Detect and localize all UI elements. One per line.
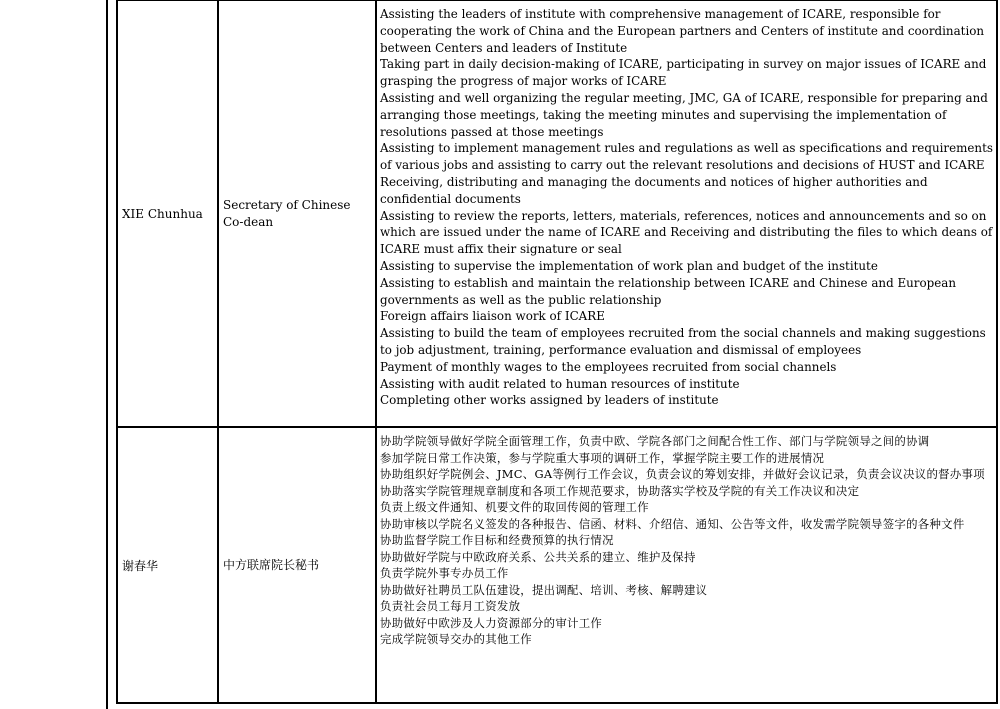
- left-margin-rule: [106, 0, 108, 709]
- duty-item: Assisting and well organizing the regular meeting, JMC, GA of ICARE, responsible for preparing and arranging those meetings, taking the meeting minutes and supervising the implementation of resolutions passed at those meetings: [380, 90, 988, 139]
- duty-item: 参加学院日常工作决策，参与学院重大事项的调研工作，掌握学院主要工作的进展情况: [380, 450, 825, 465]
- duty-item: Assisting with audit related to human resources of institute: [380, 376, 740, 391]
- duty-item: Assisting to supervise the implementation of work plan and budget of the institute: [380, 258, 878, 273]
- duty-item: Assisting to review the reports, letters, materials, references, notices and announcements and so on which are issued under the name of ICARE and Receiving and distributing the files to which deans of ICARE must affix their signature or seal: [380, 208, 993, 257]
- duty-item: 负责社会员工每月工资发放: [380, 599, 521, 613]
- table-row-chinese: [117, 427, 997, 703]
- staff-duties-table: [116, 0, 998, 704]
- duty-item: Assisting to implement management rules and regulations as well as specifications and requirements of various jobs and assisting to carry out the relevant resolutions and decisions of HUST and ICARE: [380, 141, 993, 173]
- staff-position: 中方联席院长秘书: [223, 557, 320, 572]
- staff-position: Secretary of Chinese Co-dean: [223, 197, 351, 229]
- duty-item: 协助审核以学院名义签发的各种报告、信函、材料、介绍信、通知、公告等文件，收发需学院领导签字的各种文件: [380, 516, 965, 531]
- staff-position-cell: [218, 0, 376, 427]
- duty-item: 协助监督学院工作目标和经费预算的执行情况: [380, 533, 614, 547]
- duty-item: Receiving, distributing and managing the documents and notices of higher authorities and confidential documents: [380, 174, 928, 206]
- duty-item: 协助做好社聘员工队伍建设，提出调配、培训、考核、解聘建议: [380, 582, 708, 597]
- staff-position-cell: [218, 427, 376, 703]
- staff-name: 谢春华: [122, 558, 159, 573]
- duty-item: Foreign affairs liaison work of ICARE: [380, 309, 605, 324]
- duty-item: 协助组织好学院例会、JMC、GA等例行工作会议，负责会议的筹划安排，并做好会议记录，负责会议决议的督办事项: [380, 467, 985, 481]
- duty-item: 协助做好中欧涉及人力资源部分的审计工作: [380, 615, 603, 630]
- duty-item: Payment of monthly wages to the employees recruited from social channels: [380, 359, 837, 374]
- duty-item: 完成学院领导交办的其他工作: [380, 632, 532, 646]
- duty-item: Taking part in daily decision-making of ICARE, participating in survey on major issues of ICARE and grasping the progress of major works of ICARE: [380, 57, 987, 89]
- staff-duties-cell: [376, 427, 997, 703]
- duty-item: Assisting to build the team of employees recruited from the social channels and making suggestions to job adjustment, training, performance evaluation and dismissal of employees: [380, 326, 986, 357]
- staff-duties-cell: [376, 0, 997, 427]
- staff-name-cell: [117, 0, 218, 427]
- duty-item: 协助学院领导做好学院全面管理工作，负责中欧、学院各部门之间配合性工作、部门与学院领导之间的协调: [380, 434, 930, 448]
- duty-item: 负责上级文件通知、机要文件的取回传阅的管理工作: [380, 500, 649, 514]
- duty-item: Assisting to establish and maintain the relationship between ICARE and Chinese and European governments as well as the public relationship: [380, 275, 957, 307]
- duty-item: 负责学院外事专办员工作: [380, 566, 509, 580]
- duty-item: Assisting the leaders of institute with comprehensive management of ICARE, responsible for cooperating the work of China and the European partners and Centers of institute and coordination between Centers and leaders of Institute: [380, 7, 985, 55]
- staff-name: XIE Chunhua: [122, 206, 203, 221]
- table-row-english: [117, 0, 997, 427]
- duty-item: 协助做好学院与中欧政府关系、公共关系的建立、维护及保持: [380, 549, 696, 564]
- duty-item: Completing other works assigned by leaders of institute: [380, 393, 719, 408]
- staff-name-cell: [117, 427, 218, 703]
- duty-item: 协助落实学院管理规章制度和各项工作规范要求，协助落实学校及学院的有关工作决议和决定: [380, 483, 860, 498]
